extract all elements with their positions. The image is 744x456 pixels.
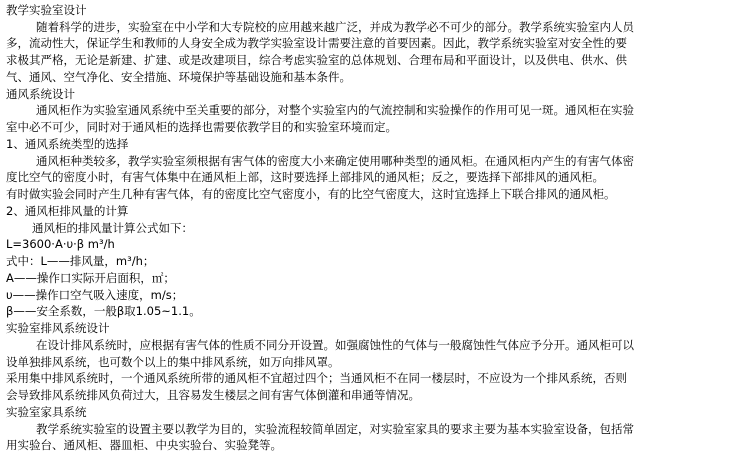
paragraph-line: 度比空气的密度小时，有害气体集中在通风柜上部，这时要选择上部排风的通风柜；反之，要选择下部排风的通风柜。: [6, 170, 604, 185]
heading-exhaust-system: 实验室排风系统设计: [6, 321, 110, 336]
paragraph-line: 通风柜的排风量计算公式如下：: [32, 220, 193, 235]
paragraph-line: 随着科学的进步，实验室在中小学和大专院校的应用越来越广泛，并成为教学必不可少的部分。教学系统实验室内人员: [36, 19, 634, 34]
formula-definition: υ——操作口空气吸入速度，m/s；: [6, 287, 184, 302]
formula-definition: 式中：L——排风量，m³/h；: [6, 254, 155, 269]
heading-teaching-lab-design: 教学实验室设计: [6, 3, 87, 17]
formula-line: L=3600·A·υ·β m³/h: [6, 237, 115, 252]
subheading-system-type: 1、通风系统类型的选择: [6, 136, 129, 151]
paragraph-line: 在设计排风系统时，应根据有害气体的性质不同分开设置。如强腐蚀性的气体与一般腐蚀性气体应予分开。通风柜可以: [36, 337, 634, 352]
paragraph-line: 设单独排风系统，也可数个以上的集中排风系统，如万向排风罩。: [6, 354, 340, 369]
heading-ventilation-design: 通风系统设计: [6, 86, 75, 101]
paragraph-line: 求极其严格，无论是新建、扩建、或是改建项目，综合考虑实验室的总体规划、合理布局和平面设计，以及供电、供水、供: [6, 53, 627, 68]
formula-definition: β——安全系数，一般β取1.05~1.1。: [6, 304, 201, 319]
paragraph-line: 有时做实验会同时产生几种有害气体，有的密度比空气密度小，有的比空气密度大，这时宜选择上下联合排风的通风柜。: [6, 187, 616, 202]
formula-definition: A——操作口实际开启面积，㎡；: [6, 270, 175, 285]
paragraph-line: 教学系统实验室的设置主要以教学为目的，实验流程较简单固定，对实验室家具的要求主要为基本实验室设备，包括常: [36, 421, 634, 436]
paragraph-line: 多，流动性大，保证学生和教师的人身安全成为教学实验室设计需要注意的首要因素。因此，教学系统实验室对安全性的要: [6, 36, 627, 51]
paragraph-line: 用实验台、通风柜、器皿柜、中央实验台、实验凳等。: [6, 438, 282, 453]
subheading-exhaust-volume: 2、通风柜排风量的计算: [6, 203, 129, 218]
paragraph-line: 采用集中排风系统时，一个通风系统所带的通风柜不宜超过四个；当通风柜不在同一楼层时，不应设为一个排风系统，否则: [6, 371, 627, 386]
paragraph-line: 通风柜种类较多，教学实验室须根据有害气体的密度大小来确定使用哪种类型的通风柜。在通风柜内产生的有害气体密: [36, 153, 634, 168]
heading-furniture-system: 实验室家具系统: [6, 404, 87, 419]
paragraph-line: 室中必不可少，同时对于通风柜的选择也需要依教学目的和实验室环境而定。: [6, 120, 397, 135]
paragraph-line: 通风柜作为实验室通风系统中至关重要的部分，对整个实验室内的气流控制和实验操作的作用可见一斑。通风柜在实验: [36, 103, 634, 118]
paragraph-line: 气、通风、空气净化、安全措施、环境保护等基础设施和基本条件。: [6, 69, 351, 84]
paragraph-line: 会导致排风系统排风负荷过大，且容易发生楼层之间有害气体倒灌和串通等情况。: [6, 388, 420, 403]
